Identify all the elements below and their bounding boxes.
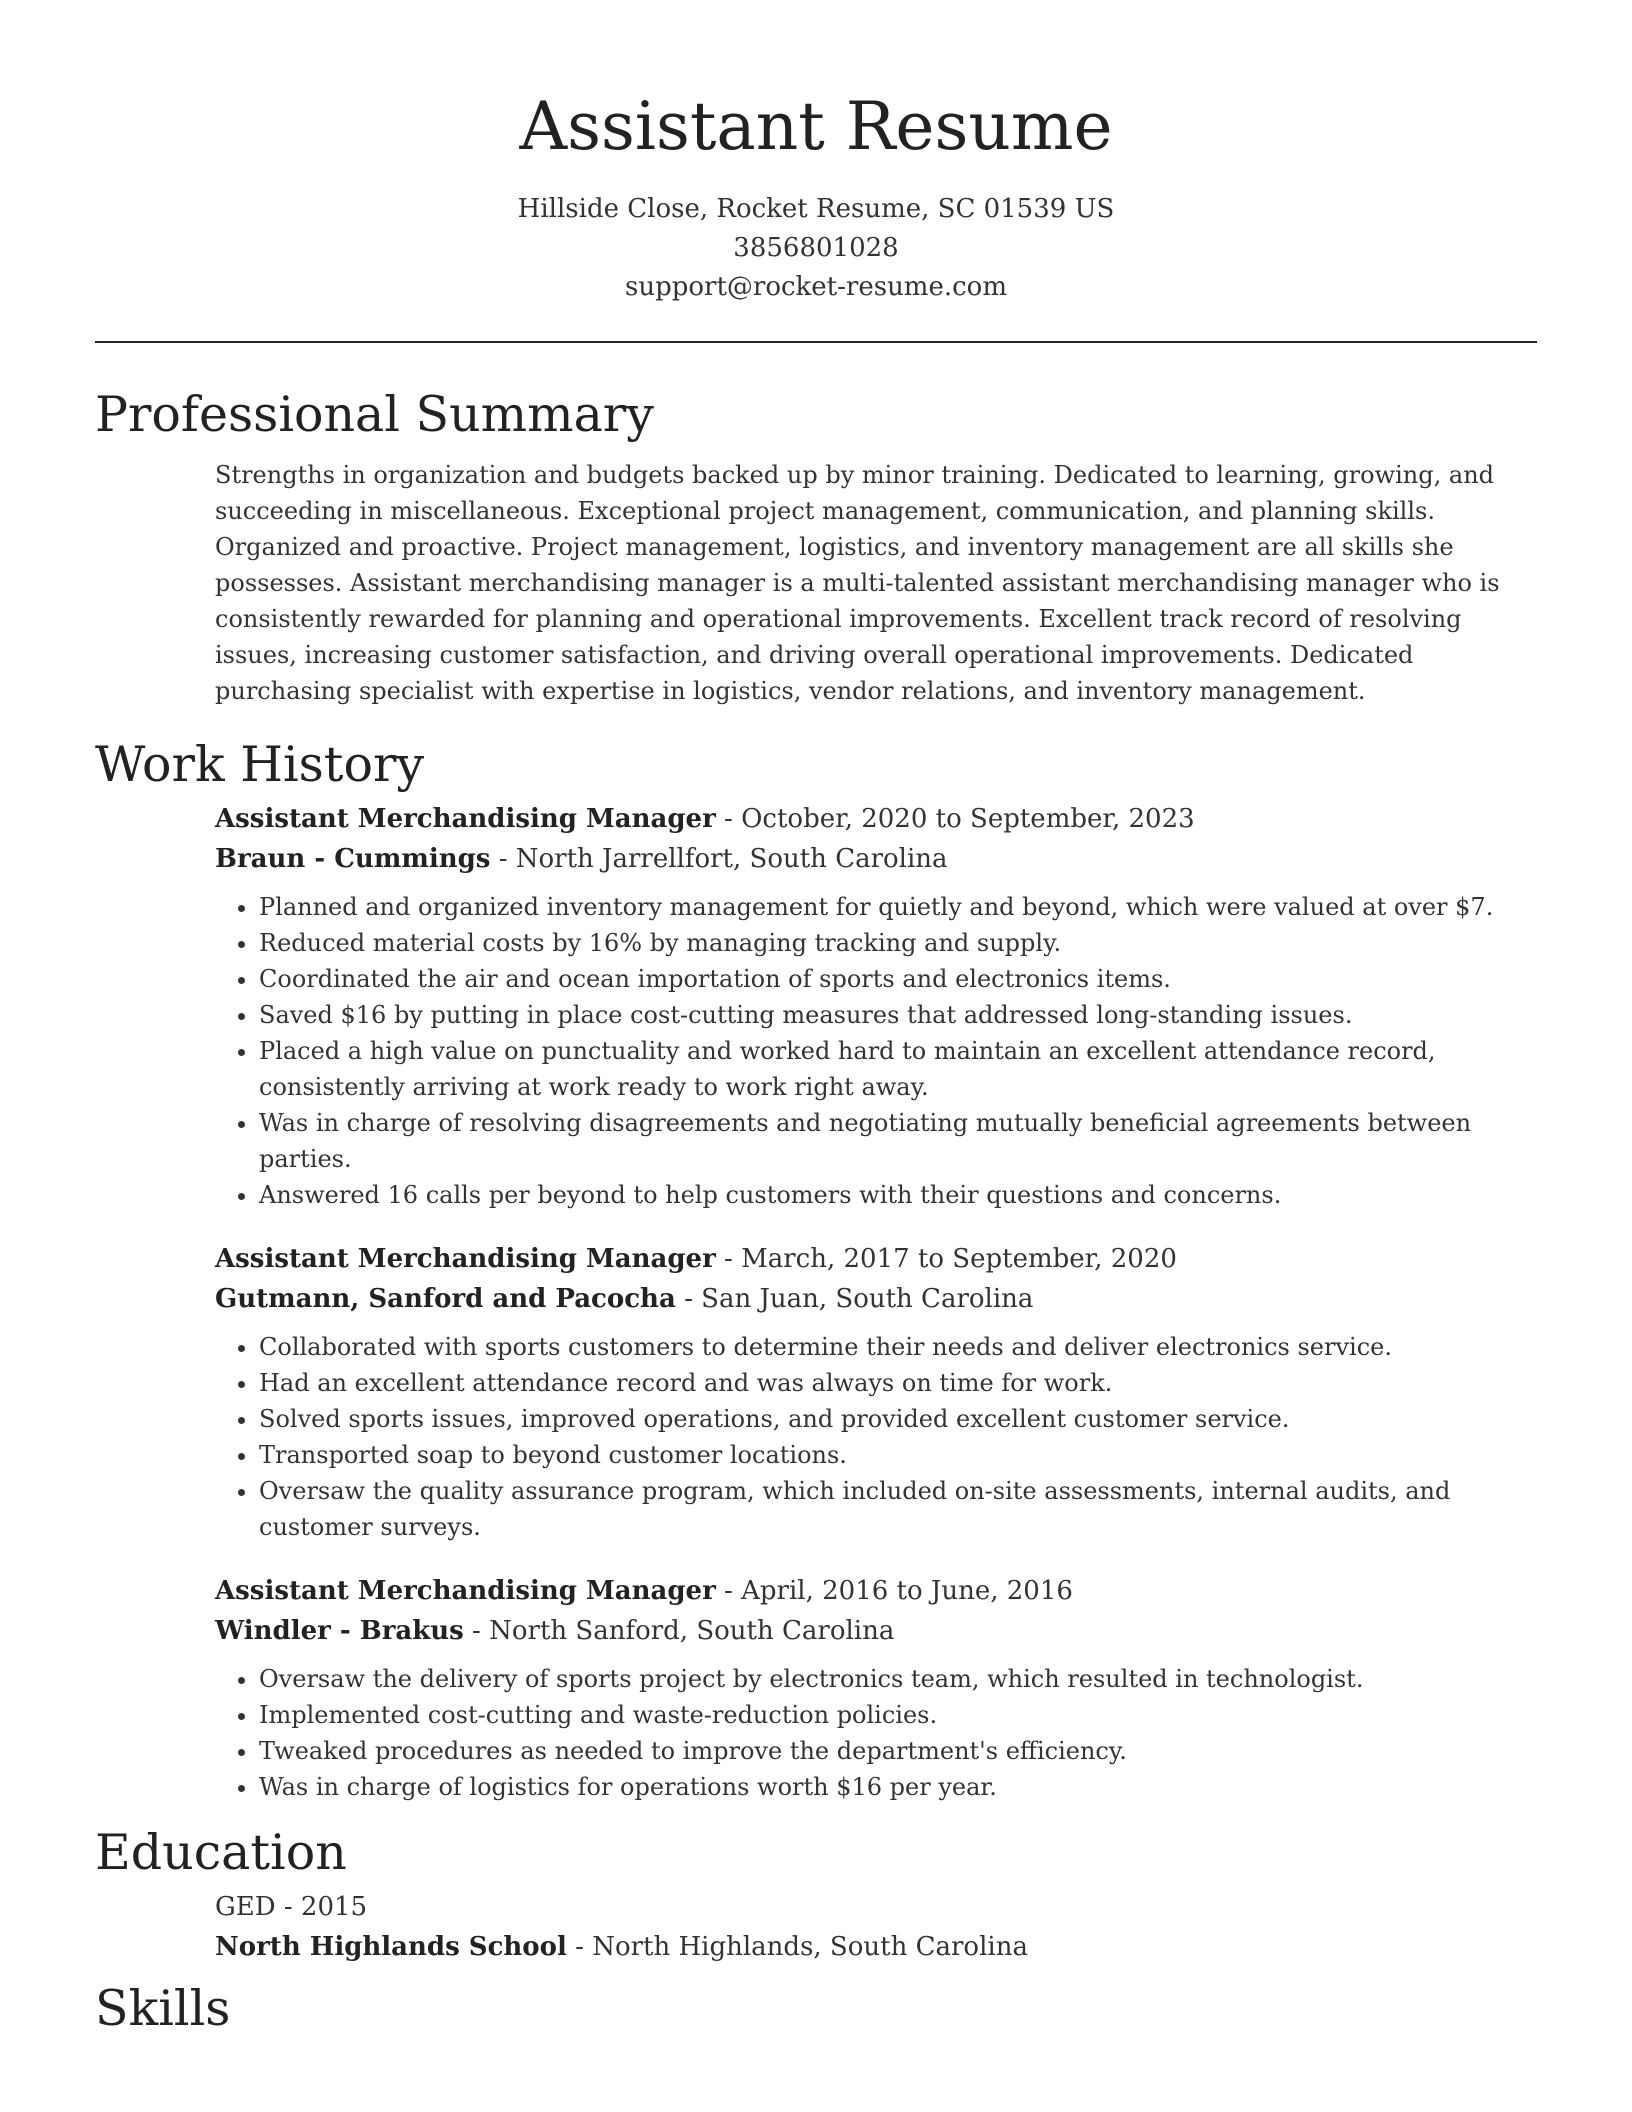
education-degree: GED - 2015 — [215, 1892, 368, 1922]
job-company-line — [215, 1279, 1537, 1319]
job-bullet: • Implemented cost-cutting and waste-reduction policies. — [259, 1697, 1537, 1733]
job-role: Assistant Merchandising Manager — [215, 1576, 716, 1606]
job-bullet: • Answered 16 calls per beyond to help customers with their questions and concerns. — [259, 1177, 1537, 1213]
contact-email: support@rocket-resume.com — [624, 272, 1007, 302]
job-bullet: • Collaborated with sports customers to determine their needs and deliver electronics service. — [259, 1329, 1537, 1365]
education-location: - North Highlands, South Carolina — [566, 1932, 1028, 1962]
job-heading — [215, 799, 1537, 839]
job-dates: - October, 2020 to September, 2023 — [715, 804, 1195, 834]
job-bullet: • Transported soap to beyond customer locations. — [259, 1437, 1537, 1473]
education-section-title: Education — [95, 1824, 347, 1881]
job-bullets — [215, 889, 1537, 1213]
work-section — [95, 799, 1537, 1805]
summary-section-title: Professional Summary — [95, 386, 654, 443]
job-bullet: • Solved sports issues, improved operations, and provided excellent customer service. — [259, 1401, 1537, 1437]
job-company-line — [215, 839, 1537, 879]
job-bullet: • Was in charge of logistics for operations worth $16 per year. — [259, 1769, 1537, 1805]
header-divider — [95, 341, 1537, 343]
job-bullet: • Had an excellent attendance record and was always on time for work. — [259, 1365, 1537, 1401]
resume-name: Assistant Resume — [519, 88, 1113, 165]
skills-section-title: Skills — [95, 1980, 231, 2037]
education-section — [95, 1887, 1537, 1967]
job-dates: - April, 2016 to June, 2016 — [715, 1576, 1073, 1606]
job-entry — [215, 1571, 1537, 1805]
job-bullet: • Reduced material costs by 16% by managing tracking and supply. — [259, 925, 1537, 961]
job-bullet: • Oversaw the delivery of sports project by electronics team, which resulted in technologist. — [259, 1661, 1537, 1697]
job-location: - North Jarrellfort, South Carolina — [490, 844, 948, 874]
job-location: - North Sanford, South Carolina — [463, 1616, 895, 1646]
job-entry — [215, 799, 1537, 1213]
work-section-title: Work History — [95, 736, 425, 793]
job-dates: - March, 2017 to September, 2020 — [715, 1244, 1177, 1274]
job-heading — [215, 1571, 1537, 1611]
job-company: Braun - Cummings — [215, 844, 491, 874]
job-entry — [215, 1239, 1537, 1545]
contact-address: Hillside Close, Rocket Resume, SC 01539 US — [517, 194, 1115, 224]
job-bullet: • Tweaked procedures as needed to improve the department's efficiency. — [259, 1733, 1537, 1769]
job-bullet: • Planned and organized inventory management for quietly and beyond, which were valued at over $7. — [259, 889, 1537, 925]
summary-section — [95, 457, 1537, 709]
job-company: Windler - Brakus — [215, 1616, 464, 1646]
summary-text: Strengths in organization and budgets backed up by minor training. Dedicated to learning, growing, and succeeding in miscellaneous. Exceptional project management, communication, and planning skills. Organized and proactive. Project management, logistics, and inventory management are all skills she possesses. Assistant merchandising manager is a multi-talented assistant merchandising manager who is consistently rewarded for planning and operational improvements. Excellent track record of resolving issues, increasing customer satisfaction, and driving overall operational improvements. Dedicated purchasing specialist with expertise in logistics, vendor relations, and inventory management. — [215, 461, 1500, 705]
job-company: Gutmann, Sanford and Pacocha — [215, 1284, 676, 1314]
job-bullets — [215, 1329, 1537, 1545]
job-bullet: • Saved $16 by putting in place cost-cutting measures that addressed long-standing issues. — [259, 997, 1537, 1033]
job-company-line — [215, 1611, 1537, 1651]
job-bullet: • Oversaw the quality assurance program, which included on-site assessments, internal audits, and customer surveys. — [259, 1473, 1537, 1545]
job-location: - San Juan, South Carolina — [675, 1284, 1034, 1314]
job-bullets — [215, 1661, 1537, 1805]
education-school: North Highlands School — [215, 1932, 567, 1962]
resume-header — [95, 0, 1537, 307]
job-bullet: • Placed a high value on punctuality and worked hard to maintain an excellent attendance record, consistently arriving at work ready to work right away. — [259, 1033, 1537, 1105]
job-role: Assistant Merchandising Manager — [215, 804, 716, 834]
job-heading — [215, 1239, 1537, 1279]
education-school-line — [215, 1927, 1537, 1967]
contact-phone: 3856801028 — [733, 233, 899, 263]
job-bullet: • Was in charge of resolving disagreements and negotiating mutually beneficial agreements between parties. — [259, 1105, 1537, 1177]
job-role: Assistant Merchandising Manager — [215, 1244, 716, 1274]
job-bullet: • Coordinated the air and ocean importation of sports and electronics items. — [259, 961, 1537, 997]
